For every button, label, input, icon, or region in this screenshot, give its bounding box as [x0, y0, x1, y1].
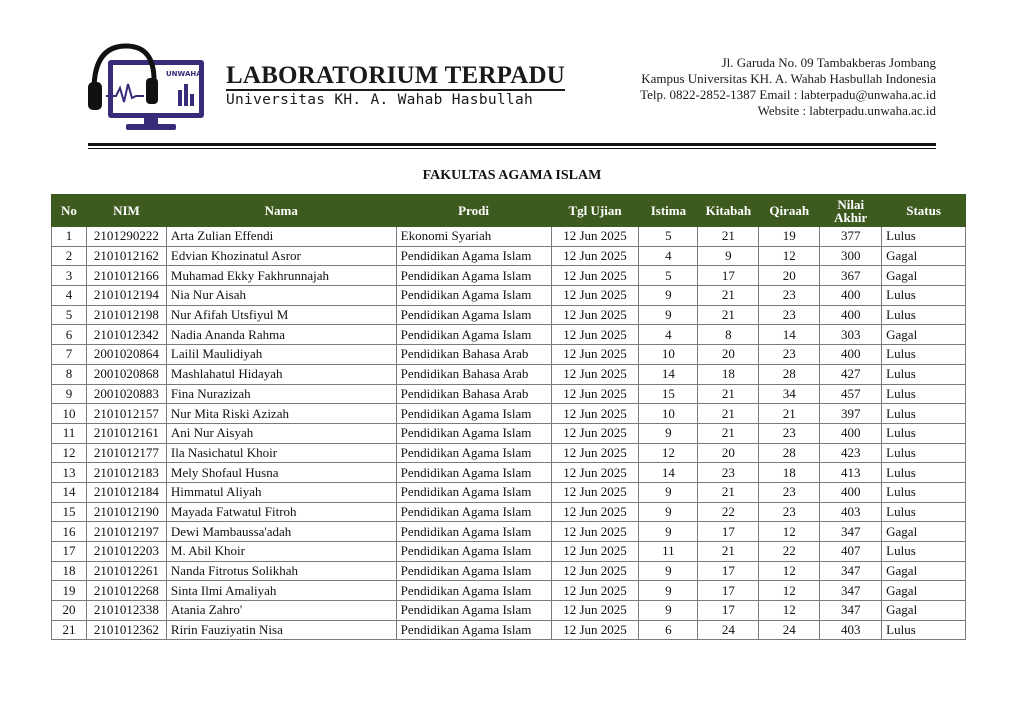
cell-tgl-ujian: 12 Jun 2025	[551, 266, 639, 286]
cell-nim: 2101012157	[86, 404, 166, 424]
cell-tgl-ujian: 12 Jun 2025	[551, 423, 639, 443]
cell-kitabah: 22	[698, 502, 759, 522]
phone-email-line: Telp. 0822-2852-1387 Email : labterpadu@unwaha.ac.id	[640, 87, 936, 102]
cell-prodi: Pendidikan Bahasa Arab	[396, 364, 551, 384]
cell-no: 13	[52, 463, 87, 483]
cell-nim: 2101012190	[86, 502, 166, 522]
cell-tgl-ujian: 12 Jun 2025	[551, 620, 639, 640]
cell-kitabah: 21	[698, 423, 759, 443]
table-row	[52, 246, 966, 266]
cell-prodi: Pendidikan Agama Islam	[396, 601, 551, 621]
cell-status: Gagal	[882, 325, 966, 345]
cell-nim: 2101012342	[86, 325, 166, 345]
cell-qiraah: 22	[759, 542, 820, 562]
table-row	[52, 443, 966, 463]
cell-no: 18	[52, 561, 87, 581]
cell-no: 2	[52, 246, 87, 266]
cell-no: 19	[52, 581, 87, 601]
cell-nama: Nanda Fitrotus Solikhah	[166, 561, 396, 581]
cell-prodi: Pendidikan Agama Islam	[396, 620, 551, 640]
cell-nama: Sinta Ilmi Amaliyah	[166, 581, 396, 601]
cell-nilai-akhir: 347	[820, 601, 882, 621]
lab-subtitle: Universitas KH. A. Wahab Hasbullah	[226, 92, 534, 108]
cell-nama: M. Abil Khoir	[166, 542, 396, 562]
cell-qiraah: 12	[759, 522, 820, 542]
cell-status: Lulus	[882, 620, 966, 640]
cell-prodi: Pendidikan Agama Islam	[396, 266, 551, 286]
cell-nilai-akhir: 403	[820, 502, 882, 522]
cell-prodi: Pendidikan Agama Islam	[396, 423, 551, 443]
cell-nilai-akhir: 427	[820, 364, 882, 384]
table-row	[52, 502, 966, 522]
cell-nim: 2101290222	[86, 227, 166, 247]
cell-status: Lulus	[882, 502, 966, 522]
cell-tgl-ujian: 12 Jun 2025	[551, 561, 639, 581]
cell-prodi: Pendidikan Agama Islam	[396, 522, 551, 542]
cell-nama: Nur Afifah Utsfiyul M	[166, 305, 396, 325]
table-row	[52, 384, 966, 404]
cell-nilai-akhir: 400	[820, 423, 882, 443]
cell-nilai-akhir: 400	[820, 286, 882, 306]
cell-tgl-ujian: 12 Jun 2025	[551, 463, 639, 483]
cell-status: Lulus	[882, 384, 966, 404]
cell-nilai-akhir: 423	[820, 443, 882, 463]
cell-tgl-ujian: 12 Jun 2025	[551, 345, 639, 365]
cell-qiraah: 19	[759, 227, 820, 247]
cell-istima: 10	[639, 345, 698, 365]
cell-nim: 2101012184	[86, 482, 166, 502]
cell-istima: 10	[639, 404, 698, 424]
cell-kitabah: 21	[698, 384, 759, 404]
cell-prodi: Pendidikan Agama Islam	[396, 246, 551, 266]
cell-qiraah: 21	[759, 404, 820, 424]
cell-istima: 9	[639, 522, 698, 542]
cell-istima: 5	[639, 266, 698, 286]
cell-nilai-akhir: 413	[820, 463, 882, 483]
cell-status: Lulus	[882, 227, 966, 247]
cell-prodi: Pendidikan Agama Islam	[396, 463, 551, 483]
cell-status: Gagal	[882, 601, 966, 621]
cell-no: 7	[52, 345, 87, 365]
column-header-nim: NIM	[86, 195, 166, 227]
cell-istima: 12	[639, 443, 698, 463]
cell-no: 6	[52, 325, 87, 345]
cell-nim: 2101012177	[86, 443, 166, 463]
cell-qiraah: 28	[759, 364, 820, 384]
cell-qiraah: 20	[759, 266, 820, 286]
cell-no: 4	[52, 286, 87, 306]
cell-kitabah: 23	[698, 463, 759, 483]
cell-nim: 2101012183	[86, 463, 166, 483]
cell-istima: 11	[639, 542, 698, 562]
cell-kitabah: 21	[698, 227, 759, 247]
cell-tgl-ujian: 12 Jun 2025	[551, 246, 639, 266]
column-header-nilai-akhir: Nilai Akhir	[820, 195, 882, 227]
contact-block	[640, 55, 936, 119]
cell-tgl-ujian: 12 Jun 2025	[551, 482, 639, 502]
cell-prodi: Pendidikan Agama Islam	[396, 443, 551, 463]
cell-nim: 2101012161	[86, 423, 166, 443]
cell-nama: Ila Nasichatul Khoir	[166, 443, 396, 463]
cell-qiraah: 23	[759, 482, 820, 502]
cell-qiraah: 23	[759, 345, 820, 365]
cell-kitabah: 21	[698, 305, 759, 325]
table-body	[52, 227, 966, 640]
cell-nama: Nadia Ananda Rahma	[166, 325, 396, 345]
cell-nilai-akhir: 407	[820, 542, 882, 562]
cell-tgl-ujian: 12 Jun 2025	[551, 325, 639, 345]
column-header-qiraah: Qiraah	[759, 195, 820, 227]
cell-qiraah: 28	[759, 443, 820, 463]
cell-nim: 2101012162	[86, 246, 166, 266]
cell-status: Lulus	[882, 364, 966, 384]
cell-no: 12	[52, 443, 87, 463]
cell-tgl-ujian: 12 Jun 2025	[551, 502, 639, 522]
cell-nama: Lailil Maulidiyah	[166, 345, 396, 365]
cell-status: Lulus	[882, 482, 966, 502]
column-header-kitabah: Kitabah	[698, 195, 759, 227]
cell-qiraah: 18	[759, 463, 820, 483]
cell-prodi: Pendidikan Agama Islam	[396, 561, 551, 581]
cell-tgl-ujian: 12 Jun 2025	[551, 384, 639, 404]
cell-qiraah: 34	[759, 384, 820, 404]
lab-title: LABORATORIUM TERPADU	[226, 62, 565, 89]
cell-tgl-ujian: 12 Jun 2025	[551, 522, 639, 542]
cell-nama: Dewi Mambaussa'adah	[166, 522, 396, 542]
cell-istima: 9	[639, 601, 698, 621]
cell-prodi: Pendidikan Bahasa Arab	[396, 384, 551, 404]
cell-qiraah: 12	[759, 246, 820, 266]
cell-qiraah: 14	[759, 325, 820, 345]
cell-nilai-akhir: 400	[820, 345, 882, 365]
cell-kitabah: 20	[698, 345, 759, 365]
cell-istima: 9	[639, 482, 698, 502]
cell-istima: 9	[639, 581, 698, 601]
cell-nilai-akhir: 347	[820, 581, 882, 601]
cell-status: Lulus	[882, 286, 966, 306]
cell-kitabah: 9	[698, 246, 759, 266]
table-row	[52, 266, 966, 286]
table-row	[52, 286, 966, 306]
cell-qiraah: 12	[759, 561, 820, 581]
cell-prodi: Pendidikan Bahasa Arab	[396, 345, 551, 365]
table-row	[52, 601, 966, 621]
cell-tgl-ujian: 12 Jun 2025	[551, 404, 639, 424]
table-header-row	[52, 195, 966, 227]
cell-kitabah: 17	[698, 581, 759, 601]
cell-status: Lulus	[882, 423, 966, 443]
cell-kitabah: 21	[698, 404, 759, 424]
cell-qiraah: 23	[759, 286, 820, 306]
header-divider	[88, 143, 936, 146]
cell-prodi: Pendidikan Agama Islam	[396, 404, 551, 424]
cell-tgl-ujian: 12 Jun 2025	[551, 227, 639, 247]
column-header-nama: Nama	[166, 195, 396, 227]
cell-nim: 2101012268	[86, 581, 166, 601]
cell-status: Lulus	[882, 305, 966, 325]
cell-nim: 2001020864	[86, 345, 166, 365]
cell-prodi: Pendidikan Agama Islam	[396, 581, 551, 601]
cell-kitabah: 20	[698, 443, 759, 463]
cell-istima: 5	[639, 227, 698, 247]
cell-prodi: Pendidikan Agama Islam	[396, 286, 551, 306]
cell-nilai-akhir: 367	[820, 266, 882, 286]
table-row	[52, 404, 966, 424]
cell-tgl-ujian: 12 Jun 2025	[551, 286, 639, 306]
website-line: Website : labterpadu.unwaha.ac.id	[757, 103, 936, 118]
cell-nim: 2101012203	[86, 542, 166, 562]
table-row	[52, 305, 966, 325]
table-row	[52, 423, 966, 443]
cell-nama: Muhamad Ekky Fakhrunnajah	[166, 266, 396, 286]
cell-nim: 2101012362	[86, 620, 166, 640]
cell-nim: 2101012166	[86, 266, 166, 286]
column-header-prodi: Prodi	[396, 195, 551, 227]
cell-prodi: Pendidikan Agama Islam	[396, 502, 551, 522]
cell-nim: 2101012338	[86, 601, 166, 621]
column-header-istima: Istima	[639, 195, 698, 227]
cell-no: 20	[52, 601, 87, 621]
cell-tgl-ujian: 12 Jun 2025	[551, 443, 639, 463]
logo-text: UNWAHA	[166, 70, 202, 78]
cell-kitabah: 18	[698, 364, 759, 384]
letterhead	[0, 0, 1024, 150]
cell-nim: 2101012261	[86, 561, 166, 581]
cell-nilai-akhir: 347	[820, 561, 882, 581]
cell-kitabah: 17	[698, 601, 759, 621]
cell-no: 10	[52, 404, 87, 424]
cell-prodi: Pendidikan Agama Islam	[396, 305, 551, 325]
cell-status: Gagal	[882, 522, 966, 542]
cell-nama: Arta Zulian Effendi	[166, 227, 396, 247]
cell-qiraah: 24	[759, 620, 820, 640]
table-row	[52, 345, 966, 365]
cell-nim: 2101012198	[86, 305, 166, 325]
address-line: Jl. Garuda No. 09 Tambakberas Jombang	[721, 55, 936, 70]
cell-nilai-akhir: 300	[820, 246, 882, 266]
cell-nilai-akhir: 400	[820, 482, 882, 502]
cell-nama: Fina Nurazizah	[166, 384, 396, 404]
cell-status: Lulus	[882, 443, 966, 463]
cell-status: Lulus	[882, 542, 966, 562]
cell-istima: 9	[639, 423, 698, 443]
cell-istima: 9	[639, 502, 698, 522]
cell-status: Gagal	[882, 561, 966, 581]
table-row	[52, 325, 966, 345]
cell-tgl-ujian: 12 Jun 2025	[551, 305, 639, 325]
cell-nilai-akhir: 377	[820, 227, 882, 247]
cell-nim: 2101012197	[86, 522, 166, 542]
cell-kitabah: 21	[698, 482, 759, 502]
cell-nilai-akhir: 400	[820, 305, 882, 325]
cell-no: 9	[52, 384, 87, 404]
cell-no: 16	[52, 522, 87, 542]
table-row	[52, 542, 966, 562]
cell-istima: 6	[639, 620, 698, 640]
column-header-tgl-ujian: Tgl Ujian	[551, 195, 639, 227]
cell-no: 14	[52, 482, 87, 502]
cell-qiraah: 12	[759, 601, 820, 621]
cell-nilai-akhir: 303	[820, 325, 882, 345]
cell-kitabah: 17	[698, 522, 759, 542]
cell-no: 21	[52, 620, 87, 640]
cell-status: Lulus	[882, 463, 966, 483]
cell-tgl-ujian: 12 Jun 2025	[551, 364, 639, 384]
cell-no: 1	[52, 227, 87, 247]
cell-no: 8	[52, 364, 87, 384]
cell-istima: 14	[639, 463, 698, 483]
cell-qiraah: 12	[759, 581, 820, 601]
cell-nim: 2001020883	[86, 384, 166, 404]
cell-prodi: Pendidikan Agama Islam	[396, 482, 551, 502]
cell-kitabah: 8	[698, 325, 759, 345]
cell-status: Gagal	[882, 246, 966, 266]
cell-prodi: Pendidikan Agama Islam	[396, 325, 551, 345]
cell-nama: Nur Mita Riski Azizah	[166, 404, 396, 424]
cell-istima: 15	[639, 384, 698, 404]
lab-logo-icon	[86, 40, 208, 132]
faculty-title: FAKULTAS AGAMA ISLAM	[422, 168, 602, 183]
cell-istima: 14	[639, 364, 698, 384]
table-row	[52, 463, 966, 483]
cell-kitabah: 17	[698, 266, 759, 286]
table-row	[52, 522, 966, 542]
cell-kitabah: 24	[698, 620, 759, 640]
cell-istima: 9	[639, 561, 698, 581]
cell-qiraah: 23	[759, 305, 820, 325]
table-row	[52, 561, 966, 581]
cell-nim: 2001020868	[86, 364, 166, 384]
cell-nama: Ani Nur Aisyah	[166, 423, 396, 443]
cell-nama: Ririn Fauziyatin Nisa	[166, 620, 396, 640]
cell-kitabah: 21	[698, 286, 759, 306]
cell-nim: 2101012194	[86, 286, 166, 306]
cell-nama: Edvian Khozinatul Asror	[166, 246, 396, 266]
cell-no: 5	[52, 305, 87, 325]
table-row	[52, 581, 966, 601]
cell-nama: Himmatul Aliyah	[166, 482, 396, 502]
cell-no: 11	[52, 423, 87, 443]
cell-istima: 9	[639, 286, 698, 306]
cell-tgl-ujian: 12 Jun 2025	[551, 542, 639, 562]
cell-nama: Mely Shofaul Husna	[166, 463, 396, 483]
cell-nilai-akhir: 347	[820, 522, 882, 542]
cell-nama: Atania Zahro'	[166, 601, 396, 621]
cell-tgl-ujian: 12 Jun 2025	[551, 581, 639, 601]
cell-nilai-akhir: 403	[820, 620, 882, 640]
header-divider-thin	[88, 148, 936, 149]
cell-qiraah: 23	[759, 502, 820, 522]
cell-status: Lulus	[882, 345, 966, 365]
column-header-no: No	[52, 195, 87, 227]
table-row	[52, 364, 966, 384]
column-header-status: Status	[882, 195, 966, 227]
cell-istima: 4	[639, 325, 698, 345]
cell-nama: Mashlahatul Hidayah	[166, 364, 396, 384]
cell-qiraah: 23	[759, 423, 820, 443]
cell-kitabah: 17	[698, 561, 759, 581]
cell-istima: 9	[639, 305, 698, 325]
cell-istima: 4	[639, 246, 698, 266]
cell-no: 3	[52, 266, 87, 286]
cell-tgl-ujian: 12 Jun 2025	[551, 601, 639, 621]
cell-prodi: Pendidikan Agama Islam	[396, 542, 551, 562]
table-row	[52, 482, 966, 502]
cell-nilai-akhir: 397	[820, 404, 882, 424]
campus-line: Kampus Universitas KH. A. Wahab Hasbullah Indonesia	[641, 71, 936, 86]
cell-kitabah: 21	[698, 542, 759, 562]
cell-status: Lulus	[882, 404, 966, 424]
cell-nilai-akhir: 457	[820, 384, 882, 404]
cell-prodi: Ekonomi Syariah	[396, 227, 551, 247]
exam-results-table	[51, 194, 966, 640]
cell-nama: Mayada Fatwatul Fitroh	[166, 502, 396, 522]
cell-status: Gagal	[882, 266, 966, 286]
cell-nama: Nia Nur Aisah	[166, 286, 396, 306]
cell-no: 15	[52, 502, 87, 522]
table-row	[52, 620, 966, 640]
cell-no: 17	[52, 542, 87, 562]
table-row	[52, 227, 966, 247]
cell-status: Gagal	[882, 581, 966, 601]
